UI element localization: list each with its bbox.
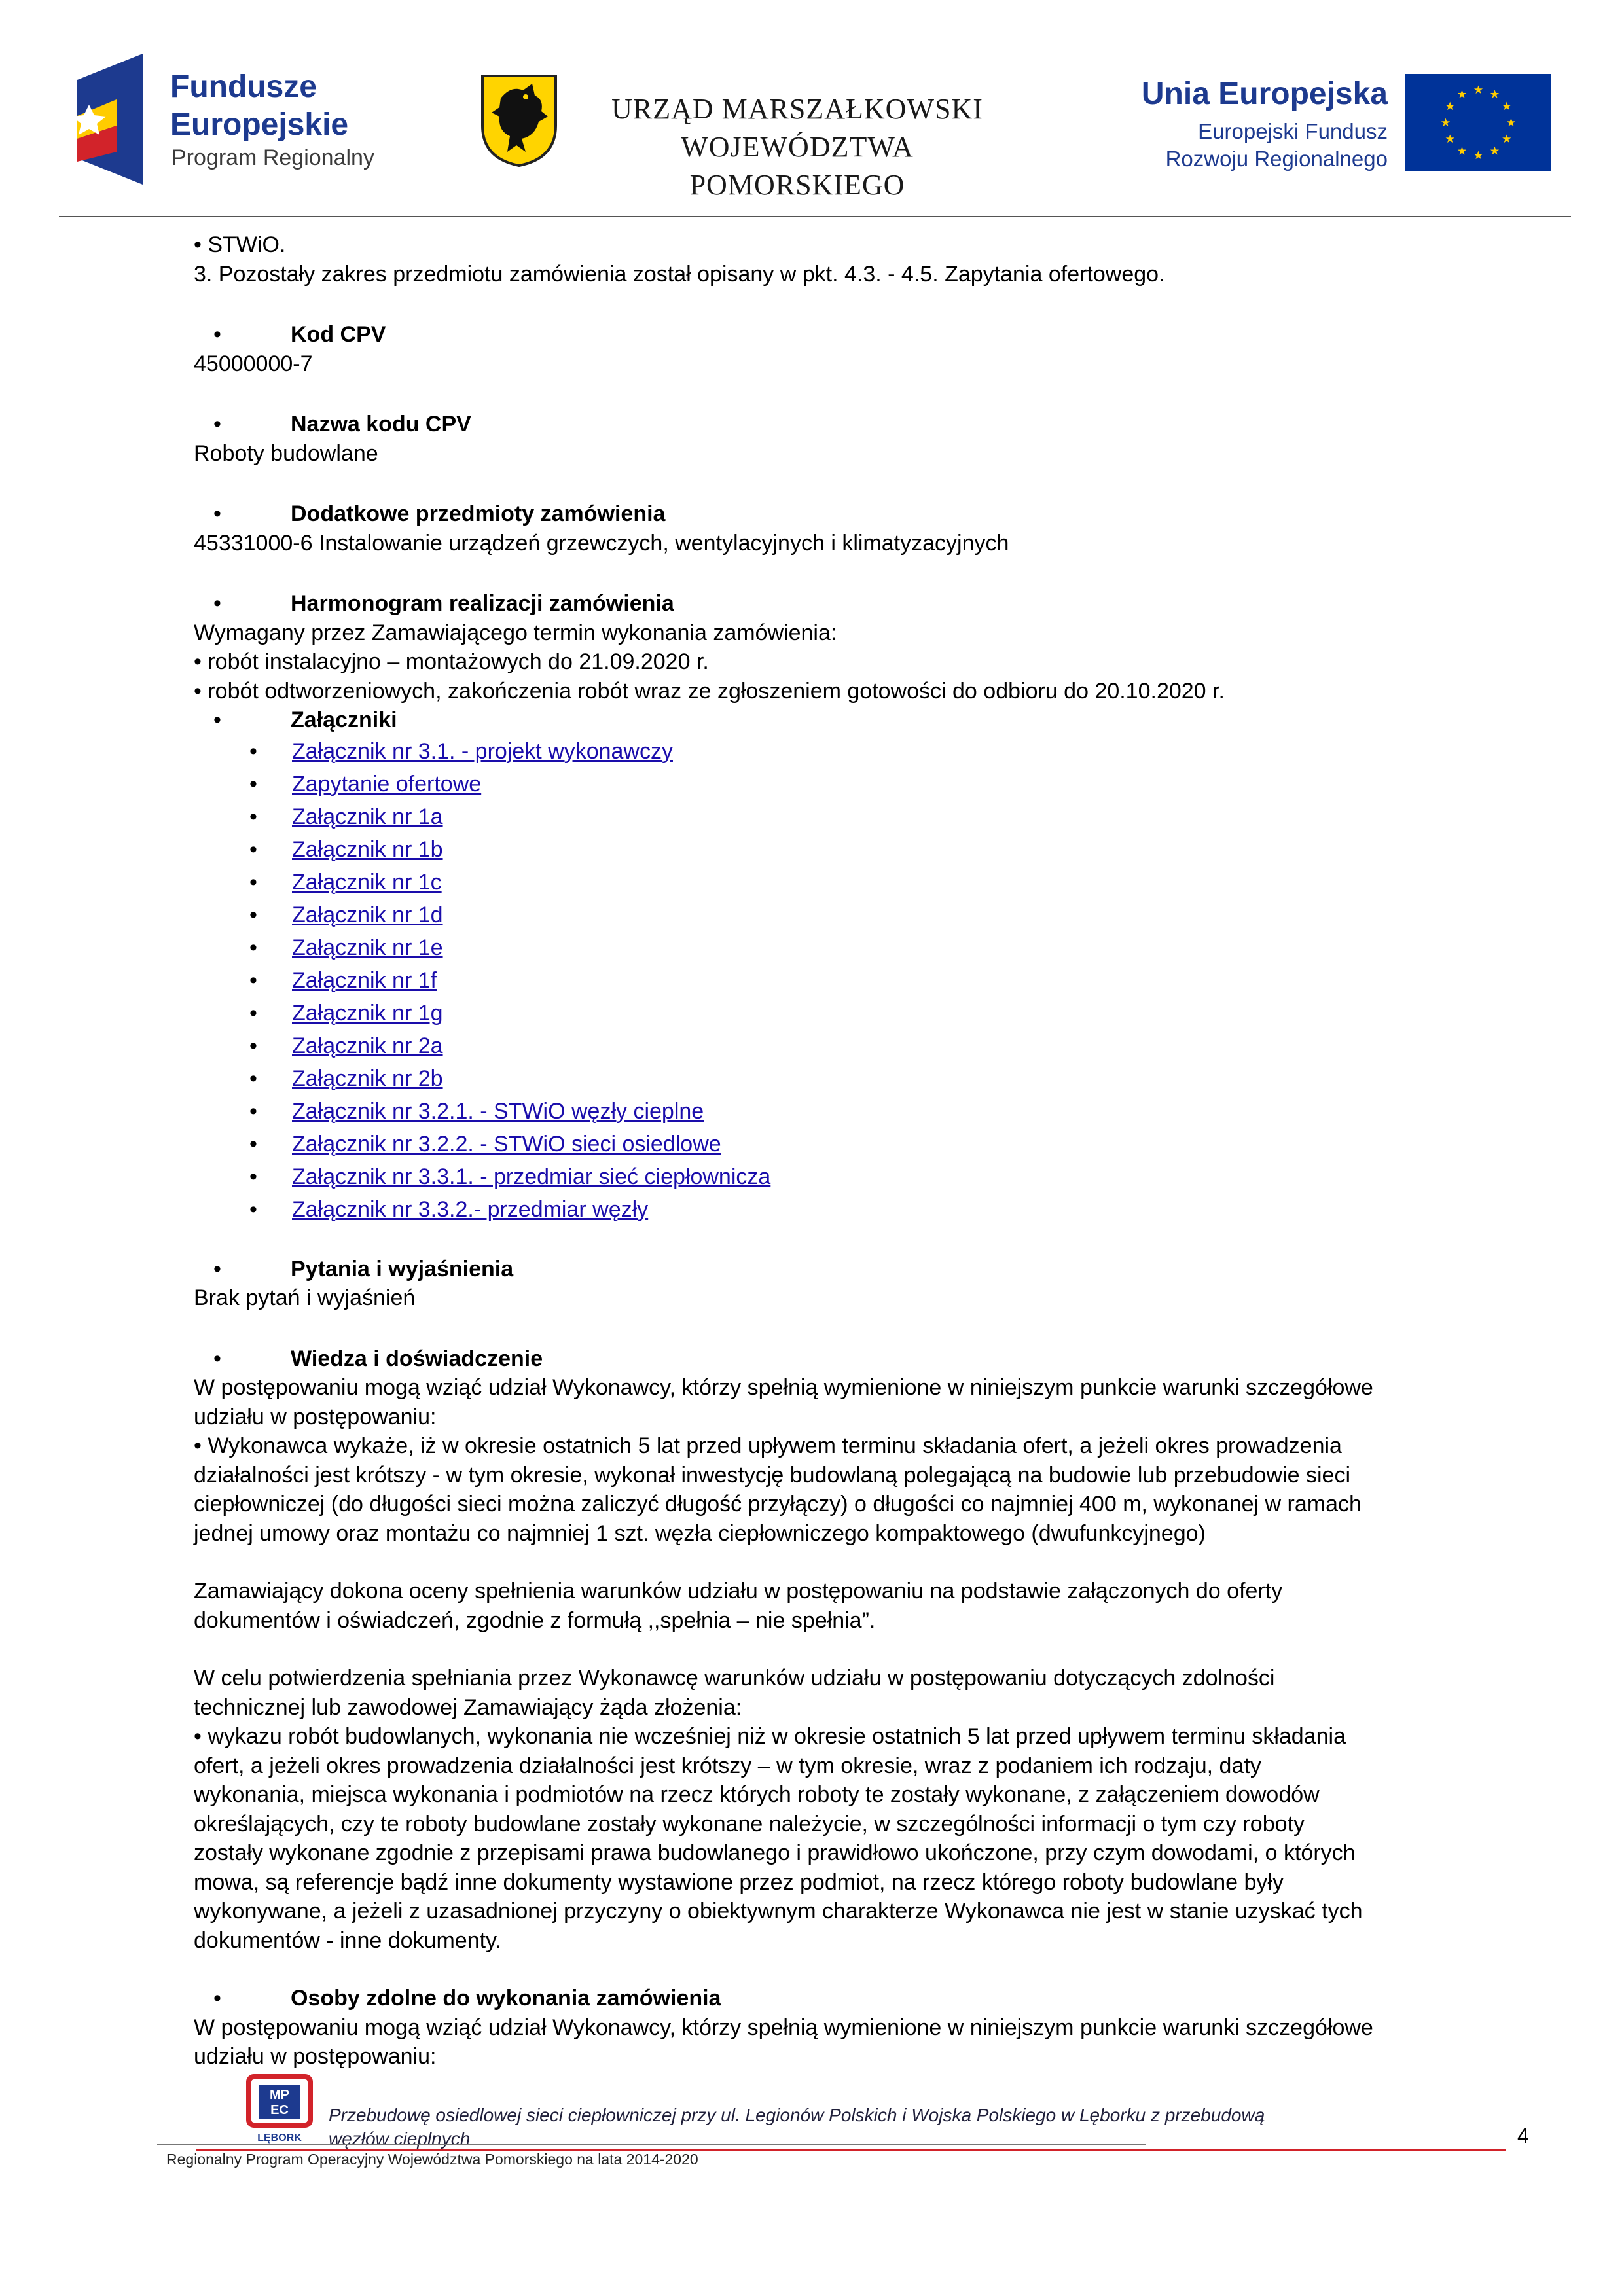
attachment-link[interactable]: Załącznik nr 1c [292,869,442,895]
cpv-value: 45000000-7 [194,351,313,376]
text-line: określających, czy te roboty budowlane zostały wykonane należycie, w szczególności informacji o tym czy roboty [194,1811,1305,1837]
schedule-line: • robót odtworzeniowych, zakończenia robót wraz ze zgłoszeniem gotowości do odbioru do 20.10.2020 r. [194,678,1225,704]
bullet: • [249,902,257,927]
attachments-list [194,735,1529,1226]
questions-value: Brak pytań i wyjaśnień [194,1285,416,1310]
attachment-link[interactable]: Załącznik nr 2b [292,1066,443,1091]
attachment-link[interactable]: Załącznik nr 1e [292,935,443,960]
bullet: • [249,1000,257,1026]
bullet: • [213,501,221,526]
section-attachments [194,706,1529,735]
ue-subtitle: Europejski Fundusz Rozwoju Regionalnego [1165,119,1388,171]
text-line: jednej umowy oraz montażu co najmniej 1 szt. węzła ciepłowniczego kompaktowego (dwufunkcyjnego) [194,1520,1206,1546]
attachment-item [194,735,1529,768]
additional-value: 45331000-6 Instalowanie urządzeń grzewczych, wentylacyjnych i klimatyzacyjnych [194,530,1009,556]
urzad-marszalkowski-name: URZĄD MARSZAŁKOWSKI WOJEWÓDZTWA POMORSKIEGO [611,93,983,201]
fe-title: Fundusze Europejskie [170,69,349,142]
text-line: ciepłowniczej (do długości sieci można zaliczyć długość przyłączy) o długości co najmniej 400 m, wykonanej w ramach [194,1492,1362,1516]
bullet: • [249,738,257,764]
section-heading: Harmonogram realizacji zamówienia [291,591,674,616]
bullet: • [249,836,257,862]
attachment-item [194,1128,1529,1160]
intro-bullet: • STWiO. [194,232,286,257]
footer-divider [157,2144,1146,2145]
footer-program: Regionalny Program Operacyjny Województwa Pomorskiego na lata 2014-2020 [166,2151,698,2168]
fundusze-europejskie-logo-icon [77,54,143,185]
bullet: • [249,1098,257,1124]
attachment-link[interactable]: Załącznik nr 3.3.1. - przedmiar sieć ciepłownicza [292,1164,771,1189]
section-heading: Osoby zdolne do wykonania zamówienia [291,1986,721,2011]
bullet: • [249,869,257,895]
schedule-line: Wymagany przez Zamawiającego termin wykonania zamówienia: [194,620,837,645]
footer-project-title: Przebudowę osiedlowej sieci ciepłowniczej przy ul. Legionów Polskich i Wojska Polskiego w Lęborku z przebudową węzłów cieplnych [329,2105,1265,2149]
attachment-item [194,1030,1529,1062]
logo-text: EC [270,2103,289,2117]
attachment-link[interactable]: Załącznik nr 2a [292,1033,443,1058]
text-line: wykonywane, a jeżeli z uzasadnionej przyczyny o obiektywnym charakterze Wykonawca nie jest w stanie uzyskać tych [194,1899,1363,1924]
logo-text: MP [270,2088,289,2102]
bullet: • [249,1164,257,1189]
attachment-item [194,833,1529,866]
attachment-item [194,768,1529,800]
text-line: technicznej lub zawodowej Zamawiający żąda złożenia: [194,1695,742,1720]
pomorskie-coat-of-arms-icon [480,73,558,168]
bullet: • [249,804,257,829]
text-line: Zamawiający dokona oceny spełnienia warunków udziału w postępowaniu na podstawie załączonych do oferty [194,1579,1283,1604]
attachment-item [194,1193,1529,1226]
attachment-item [194,899,1529,931]
attachment-item [194,1160,1529,1193]
bullet: • [249,771,257,797]
section-schedule [194,589,1529,619]
cpv-name-value: Roboty budowlane [194,440,378,466]
text-line: udziału w postępowaniu: [194,1404,437,1429]
eu-flag-icon [1405,74,1551,171]
page-number: 4 [1517,2124,1529,2147]
attachment-link[interactable]: Załącznik nr 3.2.2. - STWiO sieci osiedlowe [292,1131,721,1157]
attachment-link[interactable]: Załącznik nr 3.2.1. - STWiO węzły cieplne [292,1098,704,1124]
bullet: • [213,1346,221,1371]
section-additional [194,499,1529,529]
text-line: W celu potwierdzenia spełniania przez Wykonawcę warunków udziału w postępowaniu dotyczących zdolności [194,1666,1275,1691]
fe-subtitle: Program Regionalny [171,145,374,170]
bullet: • [213,591,221,616]
attachment-link[interactable]: Załącznik nr 1a [292,804,443,829]
section-cpv [194,320,1529,350]
text-line: działalności jest krótszy - w tym okresie, wykonał inwestycję budowlaną polegającą na budowie lub przebudowie sieci [194,1462,1351,1488]
bullet: • [213,412,221,437]
bullet: • [249,1196,257,1222]
text-line: udziału w postępowaniu: [194,2044,437,2069]
text-line: mowa, są referencje bądź inne dokumenty wystawione przez podmiot, na rzecz którego roboty budowlane były [194,1869,1284,1895]
intro-point-3: 3. Pozostały zakres przedmiotu zamówienia został opisany w pkt. 4.3. - 4.5. Zapytania ofertowego. [194,261,1165,287]
mpec-lebork-logo-icon [244,2073,316,2145]
attachment-link[interactable]: Załącznik nr 1f [292,967,437,993]
text-line: W postępowaniu mogą wziąć udział Wykonawcy, którzy spełnią wymienione w niniejszym punkcie warunki szczegółowe [194,1375,1373,1400]
text-line: zostały wykonane zgodnie z przepisami prawa budowlanego i prawidłowo ukończone, przy czym dowodami, o których [194,1840,1356,1865]
attachment-item [194,800,1529,833]
section-questions [194,1255,1529,1284]
document-body [194,230,1529,2072]
text-line: dokumentów i oświadczeń, zgodnie z formułą ,,spełnia – nie spełnia”. [194,1607,876,1633]
bullet: • [249,1033,257,1058]
section-cpv-name [194,410,1529,439]
page-header [0,0,1624,219]
section-heading: Pytania i wyjaśnienia [291,1256,514,1282]
bullet: • [213,322,221,347]
section-knowledge [194,1344,1529,1374]
section-persons [194,1984,1529,2013]
section-heading: Wiedza i doświadczenie [291,1346,543,1371]
header-divider [59,216,1571,217]
section-heading: Dodatkowe przedmioty zamówienia [291,501,666,526]
text-line: wykonania, miejsca wykonania i podmiotów na rzecz których roboty te zostały wykonane, z załączeniem dowodów [194,1782,1320,1807]
section-heading: Nazwa kodu CPV [291,412,471,437]
text-line: W postępowaniu mogą wziąć udział Wykonawcy, którzy spełnią wymienione w niniejszym punkcie warunki szczegółowe [194,2015,1373,2040]
attachment-link[interactable]: Załącznik nr 3.1. - projekt wykonawczy [292,738,673,764]
schedule-line: • robót instalacyjno – montażowych do 21.09.2020 r. [194,649,709,674]
attachment-link[interactable]: Załącznik nr 1b [292,836,443,862]
text-line: ofert, a jeżeli okres prowadzenia działalności jest krótszy – w tym okresie, wraz z podaniem ich rodzaju, daty [194,1753,1261,1778]
attachment-item [194,1095,1529,1128]
text-line: dokumentów - inne dokumenty. [194,1928,501,1953]
logo-city: LĘBORK [257,2132,302,2144]
attachment-item [194,931,1529,964]
ue-title: Unia Europejska [1141,77,1388,111]
bullet: • [249,1066,257,1091]
text-line: • Wykonawca wykaże, iż w okresie ostatnich 5 lat przed upływem terminu składania ofert, a jeżeli okres prowadzenia [194,1433,1342,1458]
text-line: • wykazu robót budowlanych, wykonania nie wcześniej niż w okresie ostatnich 5 lat przed upływem terminu składania [194,1724,1346,1749]
attachment-link[interactable]: Załącznik nr 1d [292,902,443,927]
bullet: • [213,1256,221,1282]
attachment-link[interactable]: Załącznik nr 3.3.2.- przedmiar węzły [292,1196,649,1222]
bullet: • [249,935,257,960]
attachment-link[interactable]: Zapytanie ofertowe [292,771,482,797]
attachment-item [194,997,1529,1030]
bullet: • [213,708,221,732]
bullet: • [213,1986,221,2011]
attachment-link[interactable]: Załącznik nr 1g [292,1000,443,1026]
section-heading: Załączniki [291,708,397,732]
attachment-item [194,866,1529,899]
attachment-item [194,1062,1529,1095]
section-heading: Kod CPV [291,322,386,347]
bullet: • [249,967,257,993]
bullet: • [249,1131,257,1157]
attachment-item [194,964,1529,997]
